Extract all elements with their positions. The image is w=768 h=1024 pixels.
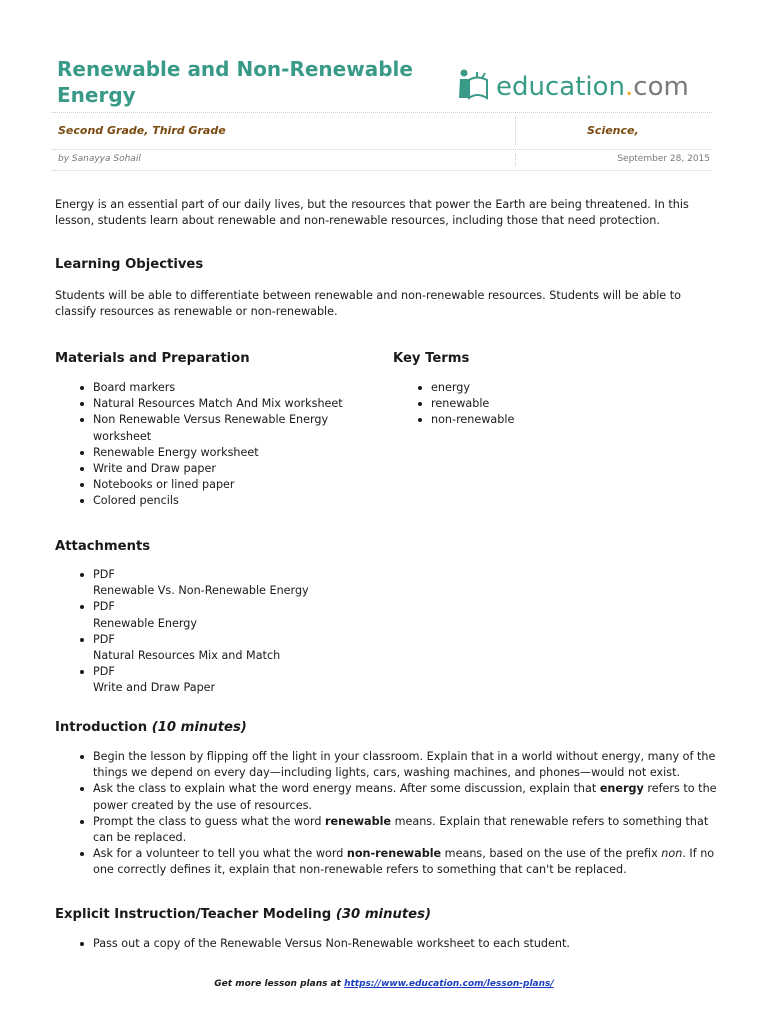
attachment-item[interactable] <box>55 567 455 599</box>
list-text: Begin the lesson by flipping off the light in your classroom. Explain that in a world without energy, many of the things we depend on every day—including lights, cars, washing machines, and phones—would not exist. <box>93 750 716 780</box>
materials-heading: Materials and Preparation <box>55 351 250 366</box>
list-text: Prompt the class to guess what the word <box>93 814 326 828</box>
attachment-type: PDF <box>93 632 115 646</box>
explicit-instruction-list <box>55 936 720 952</box>
attachment-name[interactable]: Natural Resources Mix and Match <box>93 649 281 663</box>
attachment-item[interactable] <box>55 664 455 696</box>
section-title: Explicit Instruction/Teacher Modeling <box>55 907 332 922</box>
introduction-heading <box>55 719 247 737</box>
list-item: Board markers <box>55 380 365 396</box>
section-duration: (30 minutes) <box>335 907 431 922</box>
italic-term: non <box>661 847 683 861</box>
list-item: Pass out a copy of the Renewable Versus Non-Renewable worksheet to each student. <box>55 936 720 952</box>
list-item: Write and Draw paper <box>55 461 365 477</box>
list-item: non-renewable <box>393 412 693 428</box>
list-text: means, based on the use of the prefix <box>441 847 662 861</box>
attachment-name[interactable]: Write and Draw Paper <box>93 681 216 695</box>
list-item: Notebooks or lined paper <box>55 477 365 493</box>
grade-levels: Second Grade, Third Grade <box>58 124 226 137</box>
attachment-name[interactable]: Renewable Energy <box>93 616 197 630</box>
bold-term: non-renewable <box>346 847 442 861</box>
author: by Sanayya Sohail <box>58 154 141 164</box>
list-text: Ask the class to explain what the word energy means. After some discussion, explain that <box>93 782 600 796</box>
introduction-list <box>55 749 720 879</box>
logo-brand: education <box>496 72 626 102</box>
list-item: Non Renewable Versus Renewable Energy worksheet <box>55 412 365 444</box>
list-item <box>55 846 720 878</box>
learning-objectives-text: Students will be able to differentiate between renewable and non-renewable resources. Students will be able to classify resources as renewable or non-renewable. <box>55 289 681 318</box>
attachment-item[interactable] <box>55 632 455 664</box>
materials-list <box>55 380 365 510</box>
learning-objectives-heading: Learning Objectives <box>55 257 204 272</box>
key-terms-list <box>393 380 693 429</box>
author-date-row <box>52 150 712 171</box>
list-item <box>55 814 720 846</box>
footer-text: Get more lesson plans at <box>214 979 345 989</box>
bold-term: renewable <box>325 814 392 828</box>
section-duration: (10 minutes) <box>151 720 247 735</box>
divider <box>515 154 516 166</box>
logo-tld: com <box>633 72 689 102</box>
attachments-list <box>55 567 455 697</box>
list-text: means. Explain that renewable refers to something that can be replaced. <box>93 814 709 845</box>
key-terms-heading: Key Terms <box>393 351 470 366</box>
book-reader-icon <box>455 68 493 102</box>
grade-subject-row <box>52 112 712 150</box>
education-com-logo[interactable] <box>455 66 715 106</box>
bold-term: energy <box>599 782 644 796</box>
list-text: . If no one correctly defines it, explain that non-renewable refers to something that can't be replaced. <box>93 847 715 877</box>
list-text: Ask for a volunteer to tell you what the word <box>93 847 347 861</box>
list-item: energy <box>393 380 693 396</box>
footer <box>0 979 768 989</box>
page-title: Renewable and Non-Renewable Energy <box>57 57 413 107</box>
attachment-type: PDF <box>93 568 115 581</box>
list-item: Renewable Energy worksheet <box>55 445 365 461</box>
intro-paragraph: Energy is an essential part of our daily lives, but the resources that power the Earth are being threatened. In this lesson, students learn about renewable and non-renewable resources, including those that need protection. <box>55 198 689 227</box>
explicit-instruction-heading <box>55 906 431 924</box>
attachment-type: PDF <box>93 600 115 614</box>
attachment-type: PDF <box>93 665 115 679</box>
attachment-name[interactable]: Renewable Vs. Non-Renewable Energy <box>93 584 309 598</box>
list-item <box>55 781 720 813</box>
attachment-item[interactable] <box>55 599 455 631</box>
logo-dot: . <box>625 72 634 102</box>
list-item: Natural Resources Match And Mix worksheet <box>55 396 365 412</box>
subject: Science, <box>587 124 639 137</box>
list-text: refers to the power created by the use of resources. <box>93 782 717 812</box>
list-item: Colored pencils <box>55 493 365 509</box>
list-item <box>55 749 720 781</box>
divider <box>515 117 516 145</box>
lesson-plans-link[interactable]: https://www.education.com/lesson-plans/ <box>344 979 554 989</box>
publish-date: September 28, 2015 <box>617 154 710 164</box>
list-item: renewable <box>393 396 693 412</box>
attachments-heading: Attachments <box>55 539 151 554</box>
section-title: Introduction <box>55 720 148 735</box>
